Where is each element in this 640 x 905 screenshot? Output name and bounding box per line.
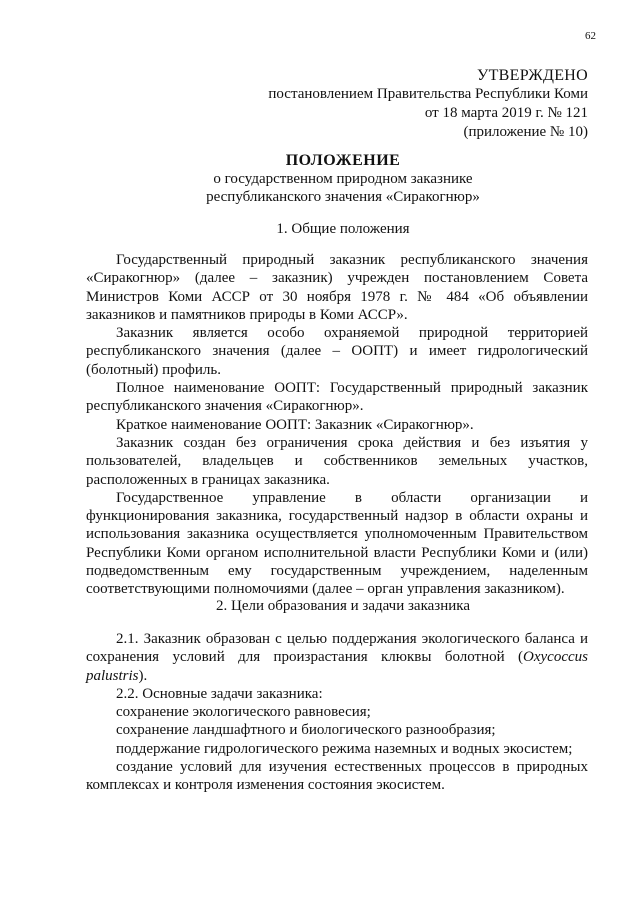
paragraph: Государственный природный заказник республиканского значения «Сиракогнюр» (далее – заказник) учрежден постановлением Совета Министров Коми АССР от 30 ноября 1978 г. № 484 «Об объявлении заказников и памятников природы в Коми АССР». — [86, 252, 588, 323]
paragraph-2-1-suffix: ). — [138, 667, 148, 684]
section-2-heading: 2. Цели образования и задачи заказника — [216, 598, 470, 614]
approval-line-3: (приложение № 10) — [463, 124, 588, 140]
approval-stamp — [268, 66, 588, 142]
task-item: создание условий для изучения естественных процессов в природных комплексах и контроля изменения состояния экосистем. — [86, 759, 588, 794]
task-item: сохранение ландшафтного и биологического разнообразия; — [116, 722, 496, 739]
section-1-heading: 1. Общие положения — [276, 221, 410, 237]
latin-name: Oxycoccus palustris — [86, 649, 588, 684]
approval-word: УТВЕРЖДЕНО — [476, 67, 588, 84]
document-subtitle-2: республиканского значения «Сиракогнюр» — [206, 189, 480, 205]
approval-line-1: постановлением Правительства Республики Коми — [268, 86, 588, 102]
paragraph: Государственное управление в области организации и функционирования заказника, государственный надзор в области охраны и использования заказника осуществляется уполномоченным Правительством Республики Коми органом исполнительной власти Республики Коми и (или) подведомственным ему государственным учреждением, наделенным соответствующими полномочиями (далее – орган управления заказником). — [86, 489, 588, 598]
paragraph: Заказник является особо охраняемой природной территорией республиканского значения (далее – ООПТ) и имеет гидрологический (болотный) профиль. — [86, 325, 588, 378]
paragraph: Заказник создан без ограничения срока действия и без изъятия у пользователей, владельцев и собственников земельных участков, расположенных в границах заказника. — [86, 434, 588, 488]
document-subtitle-1: о государственном природном заказнике — [213, 171, 473, 187]
section-2-body — [86, 630, 588, 795]
paragraph-2-2: 2.2. Основные задачи заказника: — [116, 685, 323, 702]
section-1-body — [86, 251, 588, 599]
paragraph-2-1-prefix: 2.1. Заказник образован с целью поддержания экологического баланса и сохранения условий для произрастания клюквы болотной ( — [86, 631, 588, 666]
document-title-block — [110, 152, 576, 206]
paragraph: Краткое наименование ООПТ: Заказник «Сиракогнюр». — [116, 416, 474, 433]
approval-line-2: от 18 марта 2019 г. № 121 — [424, 105, 588, 121]
document-title: ПОЛОЖЕНИЕ — [285, 152, 401, 169]
task-item: сохранение экологического равновесия; — [116, 704, 371, 721]
paragraph: Полное наименование ООПТ: Государственный природный заказник республиканского значения «Сиракогнюр». — [86, 380, 588, 415]
paragraph-2-1 — [86, 630, 588, 685]
page-number: 62 — [585, 30, 596, 42]
task-item: поддержание гидрологического режима наземных и водных экосистем; — [116, 740, 573, 757]
